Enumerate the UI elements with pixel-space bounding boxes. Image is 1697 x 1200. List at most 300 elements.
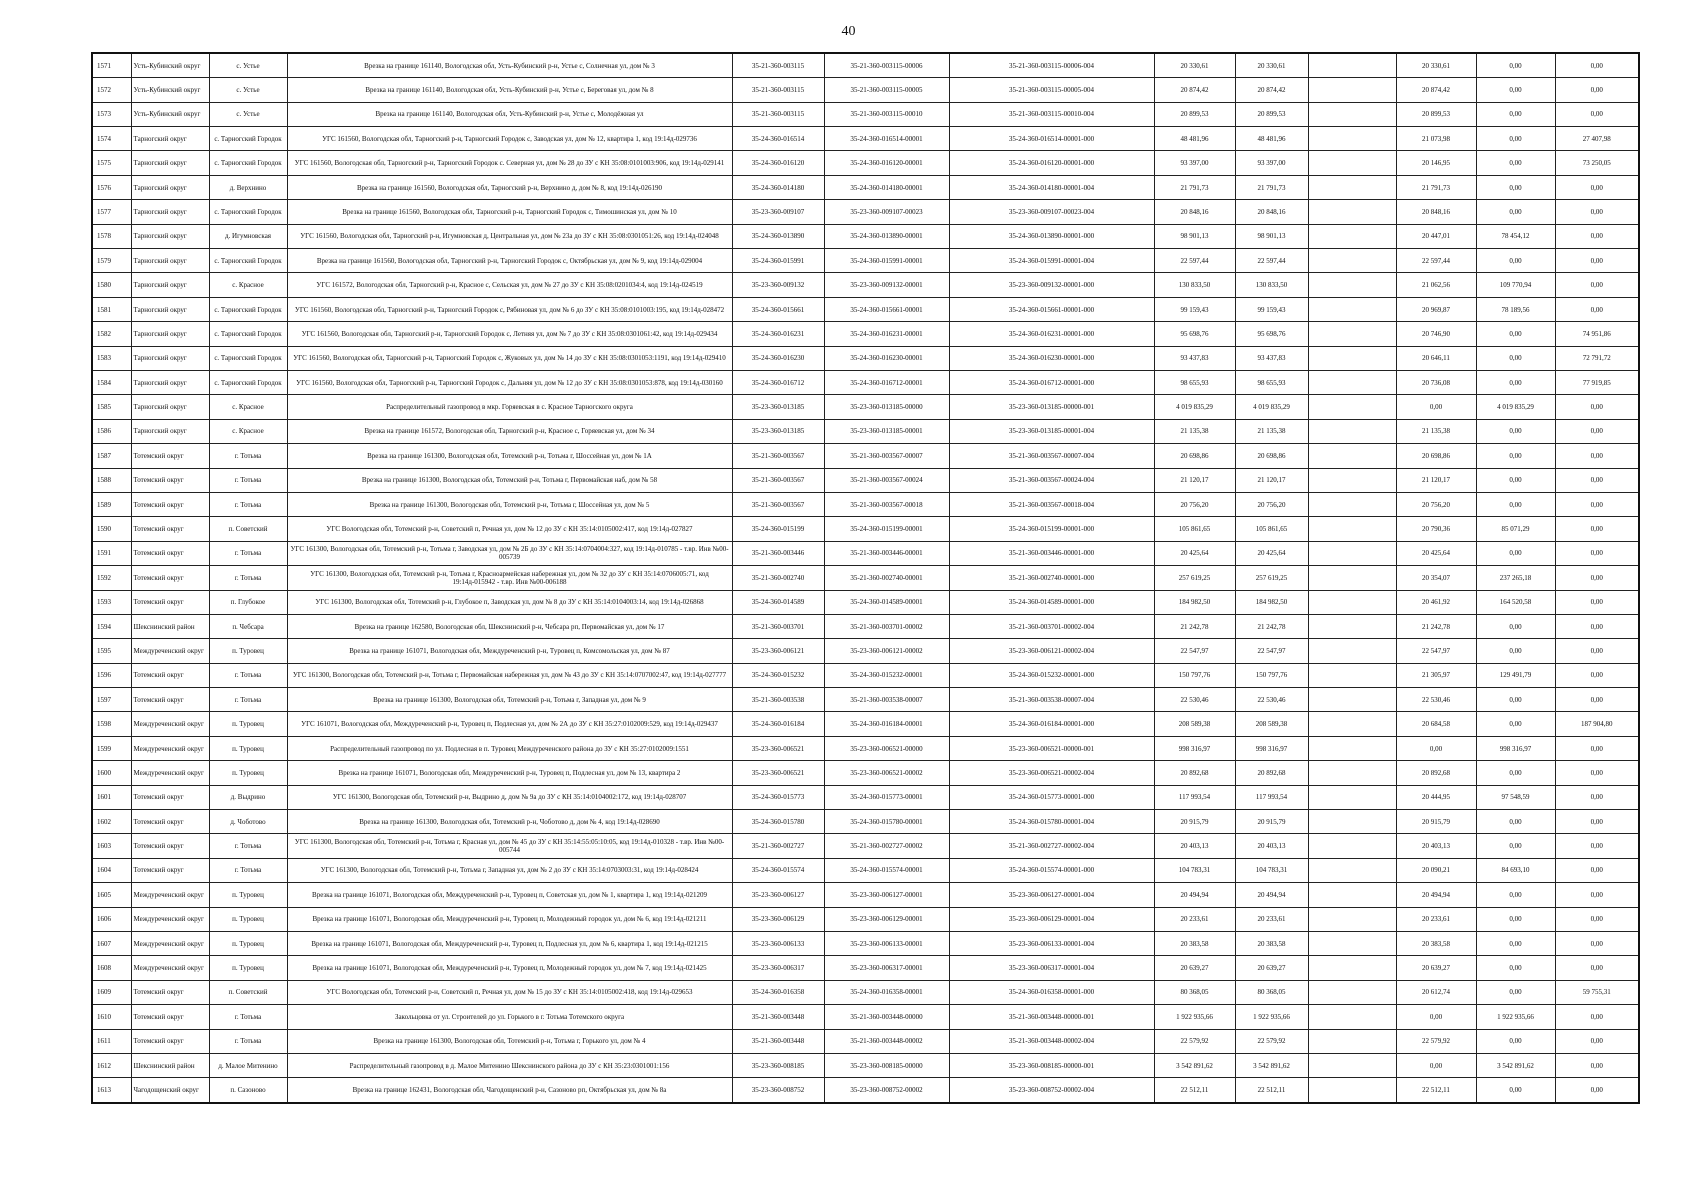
cost-5-cell: 164 520,58 [1476, 590, 1555, 614]
row-number-cell: 1599 [92, 736, 131, 760]
settlement-cell: г. Тотьма [209, 834, 287, 858]
code-object-cell: 35-24-360-015773-00001 [824, 785, 949, 809]
district-cell: Шекснинский район [131, 1053, 209, 1077]
cost-2-cell: 20 383,58 [1235, 931, 1308, 955]
cost-4-cell: 20 756,20 [1396, 492, 1476, 516]
cost-2-cell: 208 589,38 [1235, 712, 1308, 736]
total-cost-cell: 20 892,68 [1154, 761, 1235, 785]
cost-4-cell: 20 447,01 [1396, 224, 1476, 248]
code-element-cell: 35-23-360-006127-00001-004 [949, 883, 1154, 907]
cost-3-cell [1308, 785, 1396, 809]
cost-4-cell: 0,00 [1396, 736, 1476, 760]
code-object-cell: 35-21-360-003538-00007 [824, 688, 949, 712]
code-group-cell: 35-21-360-003115 [732, 53, 824, 78]
object-description-cell: Врезка на границе 161071, Вологодская обл, Междуреченский р-н, Туровец п, Комсомольская ул, дом № 87 [287, 639, 732, 663]
code-object-cell: 35-21-360-003567-00018 [824, 492, 949, 516]
code-object-cell: 35-21-360-003448-00000 [824, 1005, 949, 1029]
cost-5-cell: 0,00 [1476, 712, 1555, 736]
total-cost-cell: 22 512,11 [1154, 1078, 1235, 1103]
settlement-cell: с. Тарногский Городок [209, 370, 287, 394]
code-group-cell: 35-21-360-002727 [732, 834, 824, 858]
table-row [92, 175, 1639, 199]
cost-2-cell: 130 833,50 [1235, 273, 1308, 297]
total-cost-cell: 20 915,79 [1154, 810, 1235, 834]
row-number-cell: 1596 [92, 663, 131, 687]
code-element-cell: 35-24-360-015780-00001-004 [949, 810, 1154, 834]
cost-5-cell: 0,00 [1476, 370, 1555, 394]
code-element-cell: 35-24-360-016712-00001-000 [949, 370, 1154, 394]
cost-2-cell: 48 481,96 [1235, 127, 1308, 151]
table-row [92, 931, 1639, 955]
settlement-cell: г. Тотьма [209, 541, 287, 565]
code-element-cell: 35-21-360-003701-00002-004 [949, 614, 1154, 638]
cost-2-cell: 998 316,97 [1235, 736, 1308, 760]
settlement-cell: с. Тарногский Городок [209, 346, 287, 370]
cost-6-cell: 0,00 [1555, 444, 1639, 468]
code-element-cell: 35-24-360-015661-00001-000 [949, 297, 1154, 321]
code-element-cell: 35-21-360-003115-00006-004 [949, 53, 1154, 78]
cost-2-cell: 20 403,13 [1235, 834, 1308, 858]
object-description-cell: Врезка на границе 161071, Вологодская обл, Междуреченский р-н, Туровец п, Молодежный городок ул, дом № 6, код 19:14д-021211 [287, 907, 732, 931]
code-element-cell: 35-23-360-009132-00001-000 [949, 273, 1154, 297]
cost-5-cell: 97 548,59 [1476, 785, 1555, 809]
cost-3-cell [1308, 858, 1396, 882]
district-cell: Междуреченский округ [131, 761, 209, 785]
cost-4-cell: 21 073,98 [1396, 127, 1476, 151]
row-number-cell: 1591 [92, 541, 131, 565]
cost-4-cell: 20 915,79 [1396, 810, 1476, 834]
code-element-cell: 35-23-360-013185-00001-004 [949, 419, 1154, 443]
code-group-cell: 35-23-360-006521 [732, 761, 824, 785]
table-row [92, 102, 1639, 126]
object-description-cell: УГС Вологодская обл, Тотемский р-н, Советский п, Речная ул, дом № 12 до ЗУ с КН 35:14:0105002:417, код 19:14д-027827 [287, 517, 732, 541]
cost-3-cell [1308, 102, 1396, 126]
table-row [92, 297, 1639, 321]
code-group-cell: 35-24-360-016120 [732, 151, 824, 175]
cost-6-cell: 0,00 [1555, 785, 1639, 809]
cost-6-cell: 0,00 [1555, 102, 1639, 126]
cost-2-cell: 80 368,05 [1235, 980, 1308, 1004]
code-group-cell: 35-23-360-009107 [732, 200, 824, 224]
table-row [92, 517, 1639, 541]
cost-2-cell: 104 783,31 [1235, 858, 1308, 882]
cost-3-cell [1308, 663, 1396, 687]
settlement-cell: п. Туровец [209, 736, 287, 760]
cost-2-cell: 22 512,11 [1235, 1078, 1308, 1103]
district-cell: Тарногский округ [131, 370, 209, 394]
cost-4-cell: 22 547,97 [1396, 639, 1476, 663]
settlement-cell: г. Тотьма [209, 1005, 287, 1029]
row-number-cell: 1590 [92, 517, 131, 541]
code-object-cell: 35-24-360-014180-00001 [824, 175, 949, 199]
total-cost-cell: 20 874,42 [1154, 78, 1235, 102]
total-cost-cell: 130 833,50 [1154, 273, 1235, 297]
district-cell: Междуреченский округ [131, 883, 209, 907]
settlement-cell: с. Тарногский Городок [209, 249, 287, 273]
settlement-cell: д. Игумновская [209, 224, 287, 248]
cost-5-cell: 0,00 [1476, 907, 1555, 931]
table-row [92, 492, 1639, 516]
cost-5-cell: 0,00 [1476, 810, 1555, 834]
code-group-cell: 35-23-360-008752 [732, 1078, 824, 1103]
table-row [92, 688, 1639, 712]
table-row [92, 273, 1639, 297]
total-cost-cell: 21 242,78 [1154, 614, 1235, 638]
cost-3-cell [1308, 712, 1396, 736]
table-row [92, 883, 1639, 907]
code-object-cell: 35-23-360-006317-00001 [824, 956, 949, 980]
row-number-cell: 1584 [92, 370, 131, 394]
cost-4-cell: 21 120,17 [1396, 468, 1476, 492]
table-row [92, 1053, 1639, 1077]
cost-3-cell [1308, 444, 1396, 468]
settlement-cell: п. Туровец [209, 883, 287, 907]
code-group-cell: 35-24-360-014180 [732, 175, 824, 199]
code-group-cell: 35-21-360-003567 [732, 492, 824, 516]
total-cost-cell: 22 547,97 [1154, 639, 1235, 663]
cost-3-cell [1308, 127, 1396, 151]
object-description-cell: Врезка на границе 161572, Вологодская обл, Тарногский р-н, Красное с, Горяевская ул, дом № 34 [287, 419, 732, 443]
cost-2-cell: 4 019 835,29 [1235, 395, 1308, 419]
cost-6-cell: 0,00 [1555, 395, 1639, 419]
code-group-cell: 35-23-360-006133 [732, 931, 824, 955]
cost-2-cell: 20 330,61 [1235, 53, 1308, 78]
code-group-cell: 35-24-360-015661 [732, 297, 824, 321]
cost-2-cell: 21 242,78 [1235, 614, 1308, 638]
cost-3-cell [1308, 78, 1396, 102]
cost-4-cell: 20 848,16 [1396, 200, 1476, 224]
district-cell: Тарногский округ [131, 151, 209, 175]
object-description-cell: Распределительный газопровод в мкр. Горяевская в с. Красное Тарногского округа [287, 395, 732, 419]
total-cost-cell: 20 494,94 [1154, 883, 1235, 907]
cost-3-cell [1308, 346, 1396, 370]
cost-2-cell: 257 619,25 [1235, 566, 1308, 590]
settlement-cell: п. Советский [209, 517, 287, 541]
cost-3-cell [1308, 761, 1396, 785]
cost-4-cell: 20 233,61 [1396, 907, 1476, 931]
district-cell: Междуреченский округ [131, 907, 209, 931]
table-row [92, 785, 1639, 809]
cost-2-cell: 20 233,61 [1235, 907, 1308, 931]
table-row [92, 566, 1639, 590]
code-object-cell: 35-23-360-009107-00023 [824, 200, 949, 224]
code-element-cell: 35-23-360-009107-00023-004 [949, 200, 1154, 224]
cost-3-cell [1308, 1053, 1396, 1077]
cost-5-cell: 0,00 [1476, 249, 1555, 273]
settlement-cell: п. Туровец [209, 956, 287, 980]
cost-6-cell: 0,00 [1555, 1078, 1639, 1103]
cost-6-cell: 0,00 [1555, 931, 1639, 955]
district-cell: Тотемский округ [131, 663, 209, 687]
cost-3-cell [1308, 834, 1396, 858]
object-description-cell: Врезка на границе 161300, Вологодская обл, Тотемский р-н, Тотьма г, Первомайская наб, дом № 58 [287, 468, 732, 492]
object-description-cell: Врезка на границе 161300, Вологодская обл, Тотемский р-н, Тотьма г, Западная ул, дом № 9 [287, 688, 732, 712]
settlement-cell: с. Тарногский Городок [209, 151, 287, 175]
district-cell: Тарногский округ [131, 273, 209, 297]
cost-2-cell: 20 874,42 [1235, 78, 1308, 102]
cost-5-cell: 78 189,56 [1476, 297, 1555, 321]
object-description-cell: Врезка на границе 161560, Вологодская обл, Тарногский р-н, Тарногский Городок с, Октябрьская ул, дом № 9, код 19:14д-029004 [287, 249, 732, 273]
district-cell: Междуреченский округ [131, 931, 209, 955]
cost-5-cell: 0,00 [1476, 102, 1555, 126]
code-element-cell: 35-24-360-016230-00001-000 [949, 346, 1154, 370]
code-object-cell: 35-21-360-003701-00002 [824, 614, 949, 638]
cost-2-cell: 20 639,27 [1235, 956, 1308, 980]
cost-3-cell [1308, 468, 1396, 492]
settlement-cell: с. Устье [209, 78, 287, 102]
cost-3-cell [1308, 541, 1396, 565]
code-group-cell: 35-21-360-003567 [732, 444, 824, 468]
settlement-cell: г. Тотьма [209, 566, 287, 590]
object-description-cell: Врезка на границе 161560, Вологодская обл, Тарногский р-н, Верхнино д, дом № 8, код 19:14д-026190 [287, 175, 732, 199]
cost-5-cell: 998 316,97 [1476, 736, 1555, 760]
row-number-cell: 1580 [92, 273, 131, 297]
row-number-cell: 1572 [92, 78, 131, 102]
cost-5-cell: 0,00 [1476, 931, 1555, 955]
cost-3-cell [1308, 883, 1396, 907]
code-object-cell: 35-23-360-006521-00000 [824, 736, 949, 760]
cost-4-cell: 21 135,38 [1396, 419, 1476, 443]
total-cost-cell: 104 783,31 [1154, 858, 1235, 882]
code-element-cell: 35-24-360-016231-00001-000 [949, 322, 1154, 346]
code-element-cell: 35-24-360-015232-00001-000 [949, 663, 1154, 687]
settlement-cell: п. Туровец [209, 907, 287, 931]
cost-4-cell: 20 494,94 [1396, 883, 1476, 907]
code-object-cell: 35-23-360-013185-00001 [824, 419, 949, 443]
total-cost-cell: 22 597,44 [1154, 249, 1235, 273]
registry-rows [92, 53, 1639, 1103]
cost-2-cell: 20 915,79 [1235, 810, 1308, 834]
cost-3-cell [1308, 810, 1396, 834]
code-object-cell: 35-24-360-016184-00001 [824, 712, 949, 736]
table-row [92, 639, 1639, 663]
row-number-cell: 1583 [92, 346, 131, 370]
district-cell: Тарногский округ [131, 249, 209, 273]
table-row [92, 663, 1639, 687]
code-element-cell: 35-23-360-006129-00001-004 [949, 907, 1154, 931]
code-group-cell: 35-24-360-015574 [732, 858, 824, 882]
cost-6-cell: 0,00 [1555, 541, 1639, 565]
settlement-cell: г. Тотьма [209, 663, 287, 687]
settlement-cell: п. Глубокое [209, 590, 287, 614]
object-description-cell: УГС 161071, Вологодская обл, Междуреченский р-н, Туровец п, Подлесная ул, дом № 2А до ЗУ с КН 35:27:0102009:529, код 19:14д-029437 [287, 712, 732, 736]
cost-2-cell: 150 797,76 [1235, 663, 1308, 687]
code-group-cell: 35-24-360-014589 [732, 590, 824, 614]
cost-4-cell: 21 791,73 [1396, 175, 1476, 199]
total-cost-cell: 20 848,16 [1154, 200, 1235, 224]
table-row [92, 224, 1639, 248]
cost-5-cell: 0,00 [1476, 1078, 1555, 1103]
row-number-cell: 1574 [92, 127, 131, 151]
object-description-cell: УГС 161300, Вологодская обл, Тотемский р-н, Выдрино д, дом № 9а до ЗУ с КН 35:14:0104002:172, код 19:14д-028707 [287, 785, 732, 809]
cost-4-cell: 0,00 [1396, 395, 1476, 419]
code-element-cell: 35-21-360-003567-00007-004 [949, 444, 1154, 468]
district-cell: Усть-Кубинский округ [131, 53, 209, 78]
cost-2-cell: 1 922 935,66 [1235, 1005, 1308, 1029]
total-cost-cell: 20 756,20 [1154, 492, 1235, 516]
cost-3-cell [1308, 249, 1396, 273]
total-cost-cell: 95 698,76 [1154, 322, 1235, 346]
table-row [92, 614, 1639, 638]
row-number-cell: 1594 [92, 614, 131, 638]
table-row [92, 468, 1639, 492]
cost-6-cell: 73 250,05 [1555, 151, 1639, 175]
row-number-cell: 1592 [92, 566, 131, 590]
total-cost-cell: 998 316,97 [1154, 736, 1235, 760]
cost-3-cell [1308, 517, 1396, 541]
table-row [92, 1029, 1639, 1053]
district-cell: Тотемский округ [131, 1005, 209, 1029]
district-cell: Тотемский округ [131, 590, 209, 614]
cost-5-cell: 237 265,18 [1476, 566, 1555, 590]
total-cost-cell: 20 330,61 [1154, 53, 1235, 78]
cost-6-cell: 0,00 [1555, 468, 1639, 492]
code-element-cell: 35-24-360-015773-00001-000 [949, 785, 1154, 809]
code-group-cell: 35-21-360-002740 [732, 566, 824, 590]
code-element-cell: 35-24-360-016358-00001-000 [949, 980, 1154, 1004]
cost-2-cell: 3 542 891,62 [1235, 1053, 1308, 1077]
table-row [92, 200, 1639, 224]
district-cell: Тарногский округ [131, 127, 209, 151]
row-number-cell: 1595 [92, 639, 131, 663]
total-cost-cell: 105 861,65 [1154, 517, 1235, 541]
row-number-cell: 1609 [92, 980, 131, 1004]
settlement-cell: с. Устье [209, 53, 287, 78]
cost-3-cell [1308, 566, 1396, 590]
code-group-cell: 35-21-360-003538 [732, 688, 824, 712]
district-cell: Тотемский округ [131, 834, 209, 858]
settlement-cell: п. Сазоново [209, 1078, 287, 1103]
code-element-cell: 35-23-360-008752-00002-004 [949, 1078, 1154, 1103]
object-description-cell: УГС 161300, Вологодская обл, Тотемский р-н, Тотьма г, Западная ул, дом № 2 до ЗУ с КН 35:14:0703003:31, код 19:14д-028424 [287, 858, 732, 882]
district-cell: Чагодощенский округ [131, 1078, 209, 1103]
row-number-cell: 1571 [92, 53, 131, 78]
cost-5-cell: 85 071,29 [1476, 517, 1555, 541]
cost-3-cell [1308, 224, 1396, 248]
cost-2-cell: 21 120,17 [1235, 468, 1308, 492]
settlement-cell: д. Выдрино [209, 785, 287, 809]
district-cell: Тарногский округ [131, 175, 209, 199]
row-number-cell: 1613 [92, 1078, 131, 1103]
cost-3-cell [1308, 1078, 1396, 1103]
row-number-cell: 1575 [92, 151, 131, 175]
object-description-cell: УГС 161560, Вологодская обл, Тарногский р-н, Тарногский Городок с, Летняя ул, дом № 7 до ЗУ с КН 35:08:0301061:42, код 19:14д-029434 [287, 322, 732, 346]
row-number-cell: 1608 [92, 956, 131, 980]
code-object-cell: 35-21-360-003115-00010 [824, 102, 949, 126]
total-cost-cell: 20 698,86 [1154, 444, 1235, 468]
registry-table [91, 52, 1640, 1104]
district-cell: Тарногский округ [131, 419, 209, 443]
code-object-cell: 35-24-360-015780-00001 [824, 810, 949, 834]
code-group-cell: 35-23-360-013185 [732, 395, 824, 419]
code-element-cell: 35-24-360-015574-00001-000 [949, 858, 1154, 882]
table-row [92, 151, 1639, 175]
cost-6-cell: 0,00 [1555, 78, 1639, 102]
settlement-cell: п. Туровец [209, 761, 287, 785]
settlement-cell: с. Красное [209, 419, 287, 443]
cost-3-cell [1308, 53, 1396, 78]
settlement-cell: с. Устье [209, 102, 287, 126]
cost-6-cell: 59 755,31 [1555, 980, 1639, 1004]
settlement-cell: с. Тарногский Городок [209, 322, 287, 346]
cost-4-cell: 20 698,86 [1396, 444, 1476, 468]
cost-2-cell: 20 899,53 [1235, 102, 1308, 126]
object-description-cell: УГС 161300, Вологодская обл, Тотемский р-н, Тотьма г, Первомайская набережная ул, дом № 43 до ЗУ с КН 35:14:0707002:47, код 19:14д-027777 [287, 663, 732, 687]
cost-6-cell: 0,00 [1555, 517, 1639, 541]
code-element-cell: 35-21-360-003448-00000-001 [949, 1005, 1154, 1029]
district-cell: Усть-Кубинский округ [131, 78, 209, 102]
cost-4-cell: 20 684,58 [1396, 712, 1476, 736]
cost-4-cell: 20 969,87 [1396, 297, 1476, 321]
district-cell: Междуреченский округ [131, 639, 209, 663]
settlement-cell: г. Тотьма [209, 444, 287, 468]
object-description-cell: Распределительный газопровод по ул. Подлесная в п. Туровец Междуреченского района до ЗУ с КН 35:27:0102009:1551 [287, 736, 732, 760]
object-description-cell: УГС 161300, Вологодская обл, Тотемский р-н, Тотьма г, Заводская ул, дом № 2Б до ЗУ с КН 35:14:0704004:327, код 19:14д-010785 - т.вр. Инв №00-005739 [287, 541, 732, 565]
cost-5-cell: 0,00 [1476, 322, 1555, 346]
cost-3-cell [1308, 273, 1396, 297]
object-description-cell: Врезка на границе 161300, Вологодская обл, Тотемский р-н, Тотьма г, Шоссейная ул, дом № 5 [287, 492, 732, 516]
cost-3-cell [1308, 370, 1396, 394]
cost-5-cell: 109 770,94 [1476, 273, 1555, 297]
cost-3-cell [1308, 297, 1396, 321]
settlement-cell: д. Малое Митенино [209, 1053, 287, 1077]
cost-6-cell: 0,00 [1555, 249, 1639, 273]
code-object-cell: 35-24-360-015232-00001 [824, 663, 949, 687]
cost-6-cell: 0,00 [1555, 1053, 1639, 1077]
settlement-cell: п. Туровец [209, 639, 287, 663]
code-group-cell: 35-24-360-016230 [732, 346, 824, 370]
cost-5-cell: 1 922 935,66 [1476, 1005, 1555, 1029]
code-group-cell: 35-24-360-016184 [732, 712, 824, 736]
district-cell: Тарногский округ [131, 200, 209, 224]
cost-5-cell: 0,00 [1476, 468, 1555, 492]
total-cost-cell: 1 922 935,66 [1154, 1005, 1235, 1029]
cost-2-cell: 20 892,68 [1235, 761, 1308, 785]
cost-6-cell: 77 919,85 [1555, 370, 1639, 394]
cost-4-cell: 22 579,92 [1396, 1029, 1476, 1053]
district-cell: Тотемский округ [131, 492, 209, 516]
table-row [92, 419, 1639, 443]
cost-3-cell [1308, 614, 1396, 638]
settlement-cell: с. Красное [209, 273, 287, 297]
total-cost-cell: 3 542 891,62 [1154, 1053, 1235, 1077]
cost-6-cell: 0,00 [1555, 419, 1639, 443]
settlement-cell: г. Тотьма [209, 492, 287, 516]
object-description-cell: Врезка на границе 161560, Вологодская обл, Тарногский р-н, Тарногский Городок с, Тимошинская ул, дом № 10 [287, 200, 732, 224]
cost-4-cell: 20 403,13 [1396, 834, 1476, 858]
object-description-cell: Врезка на границе 161140, Вологодская обл, Усть-Кубинский р-н, Устье с, Береговая ул, дом № 8 [287, 78, 732, 102]
cost-4-cell: 20 892,68 [1396, 761, 1476, 785]
total-cost-cell: 20 233,61 [1154, 907, 1235, 931]
cost-5-cell: 0,00 [1476, 127, 1555, 151]
cost-3-cell [1308, 1005, 1396, 1029]
object-description-cell: Врезка на границе 162580, Вологодская обл, Шекснинский р-н, Чебсара рп, Первомайская ул, дом № 17 [287, 614, 732, 638]
cost-5-cell: 0,00 [1476, 956, 1555, 980]
row-number-cell: 1598 [92, 712, 131, 736]
code-object-cell: 35-23-360-006521-00002 [824, 761, 949, 785]
cost-2-cell: 95 698,76 [1235, 322, 1308, 346]
code-group-cell: 35-24-360-015199 [732, 517, 824, 541]
district-cell: Междуреченский округ [131, 956, 209, 980]
cost-5-cell: 0,00 [1476, 492, 1555, 516]
cost-3-cell [1308, 907, 1396, 931]
total-cost-cell: 93 397,00 [1154, 151, 1235, 175]
total-cost-cell: 20 403,13 [1154, 834, 1235, 858]
total-cost-cell: 257 619,25 [1154, 566, 1235, 590]
cost-6-cell: 0,00 [1555, 883, 1639, 907]
object-description-cell: УГС 161300, Вологодская обл, Тотемский р-н, Тотьма г, Красноармейская набережная ул, дом № 32 до ЗУ с КН 35:14:0706005:71, код 19:14д-015942 - т.вр. Инв №00-006188 [287, 566, 732, 590]
code-group-cell: 35-24-360-016358 [732, 980, 824, 1004]
